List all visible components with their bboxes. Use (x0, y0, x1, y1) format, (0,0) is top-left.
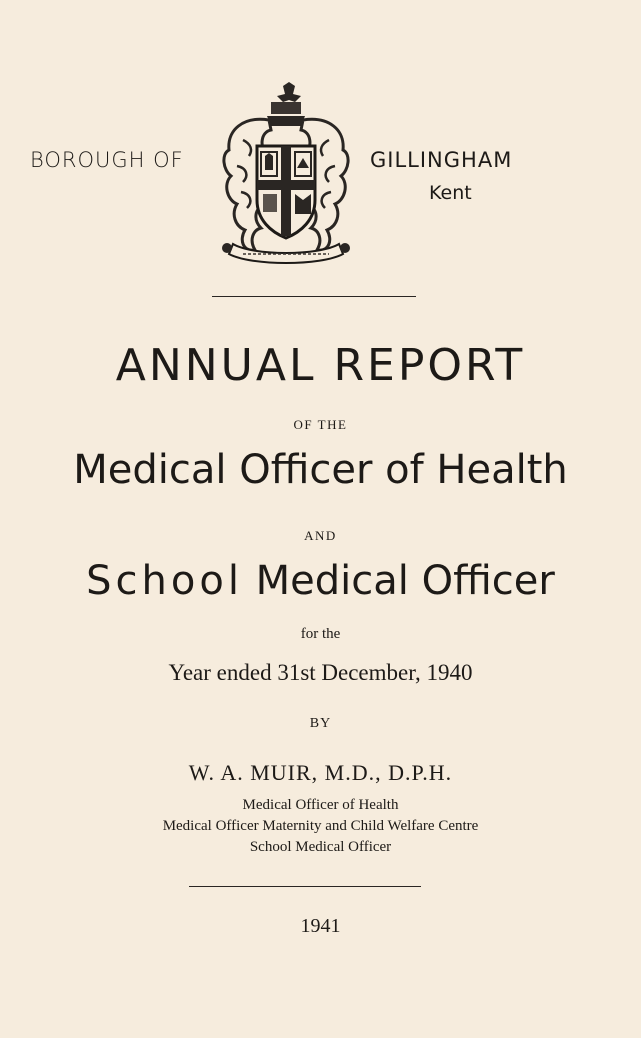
author-name: W. A. MUIR, M.D., D.P.H. (188, 760, 453, 785)
office-medical-officer-word: Medical Officer (255, 558, 555, 604)
author-role: Medical Officer Maternity and Child Welfare Centre (162, 818, 479, 834)
author-role: Medical Officer of Health (242, 797, 399, 813)
office-school-word: School (86, 558, 243, 604)
county-name: Kent (429, 182, 472, 204)
coat-of-arms-icon (213, 80, 359, 266)
by-label: BY (309, 716, 332, 731)
and-label: AND (304, 528, 337, 543)
office-medical-officer-of-health: Medical Officer of Health (73, 447, 568, 493)
borough-label: BOROUGH OF (30, 148, 184, 172)
for-the-label: for the (300, 626, 341, 642)
report-period: Year ended 31st December, 1940 (168, 660, 473, 685)
of-the-label: OF THE (293, 417, 348, 432)
report-title: ANNUAL REPORT (115, 340, 526, 391)
town-name: GILLINGHAM (370, 148, 513, 172)
office-school-medical-officer (0, 558, 641, 604)
publication-year: 1941 (300, 915, 341, 937)
author-role: School Medical Officer (249, 839, 392, 855)
divider-top (212, 296, 416, 297)
divider-bottom (189, 886, 421, 887)
